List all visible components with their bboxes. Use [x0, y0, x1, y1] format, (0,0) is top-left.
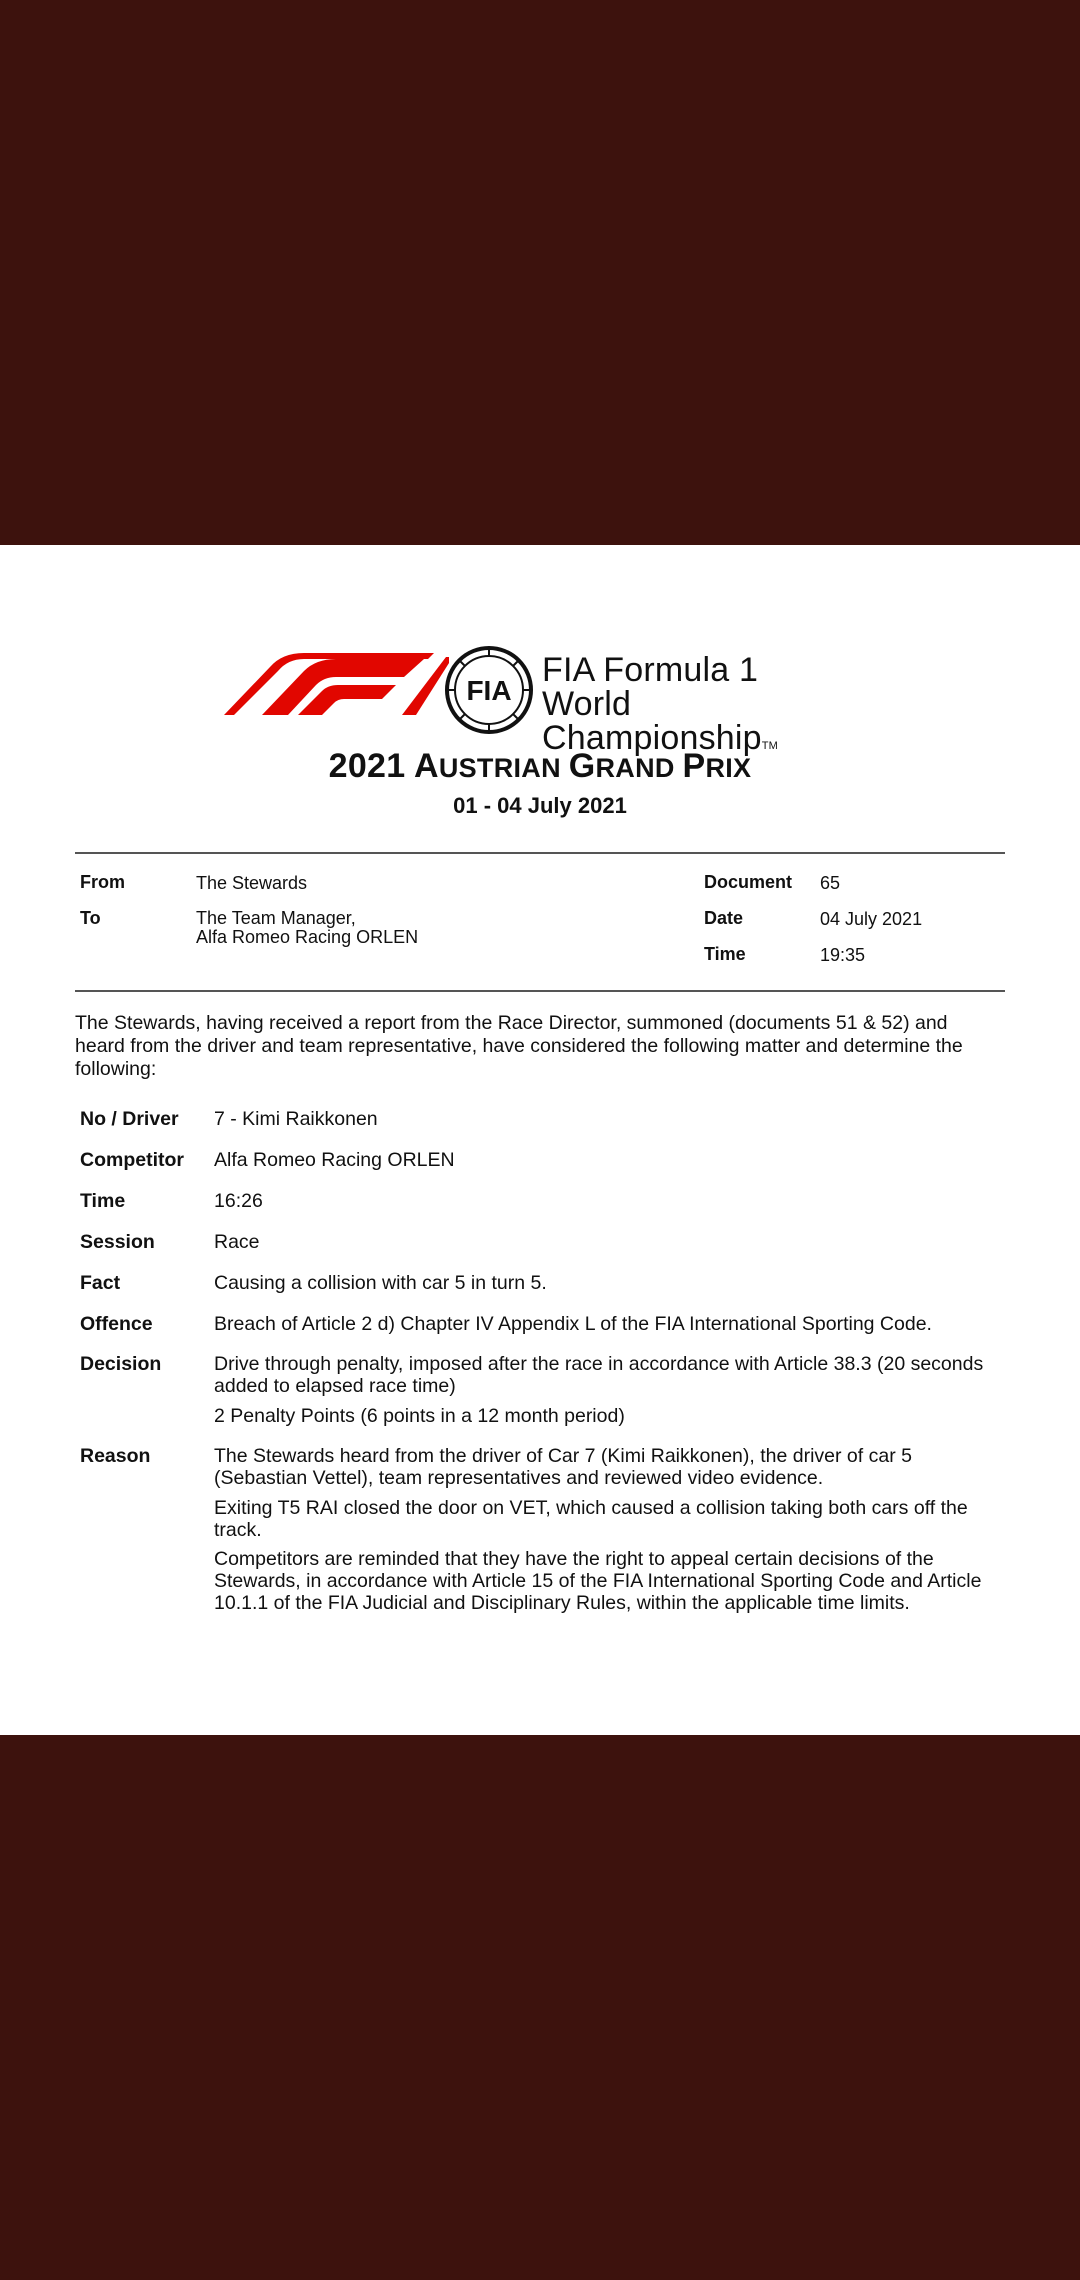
- fact-value: Causing a collision with car 5 in turn 5.: [214, 1272, 547, 1294]
- incident-time-value: 16:26: [214, 1190, 263, 1212]
- event-name-part: G: [568, 747, 596, 785]
- decision-label: Decision: [80, 1353, 162, 1375]
- intro-paragraph: The Stewards, having received a report from the Race Director, summoned (documents 51 & 52) and heard from the driver and team representative, have considered the following matter and determine the following:: [75, 1012, 963, 1080]
- time-label: Time: [704, 944, 746, 964]
- reason-value-3: Competitors are reminded that they have the right to appeal certain decisions of the Stewards, in accordance with Article 15 of the FIA International Sporting Code and Article 10.1.1 of the FIA Judicial and Disciplinary Rules, within the applicable time limits.: [214, 1548, 982, 1614]
- decision-value-1: Drive through penalty, imposed after the race in accordance with Article 38.3 (20 seconds added to elapsed race time): [214, 1353, 984, 1397]
- reason-label: Reason: [80, 1445, 151, 1467]
- incident-time-label: Time: [80, 1190, 126, 1212]
- document-label: Document: [704, 872, 793, 892]
- decision-value-2: 2 Penalty Points (6 points in a 12 month period): [214, 1405, 625, 1427]
- event-title: [0, 747, 1080, 786]
- trademark: TM: [761, 740, 779, 752]
- divider-bottom: [75, 990, 1005, 992]
- to-value-line-1: The Team Manager,: [196, 908, 356, 928]
- offence-value: Breach of Article 2 d) Chapter IV Appendix L of the FIA International Sporting Code.: [214, 1313, 932, 1335]
- to-label: To: [80, 908, 101, 928]
- reason-value-2: Exiting T5 RAI closed the door on VET, which caused a collision taking both cars off the track.: [214, 1497, 968, 1541]
- reason-value-1: The Stewards heard from the driver of Car 7 (Kimi Raikkonen), the driver of car 5 (Sebastian Vettel), team representatives and reviewed video evidence.: [214, 1445, 912, 1489]
- document-value: 65: [820, 873, 841, 893]
- competitor-value: Alfa Romeo Racing ORLEN: [214, 1149, 455, 1171]
- session-value: Race: [214, 1231, 260, 1253]
- driver-value: 7 - Kimi Raikkonen: [214, 1108, 378, 1130]
- time-value: 19:35: [820, 945, 866, 965]
- from-label: From: [80, 872, 125, 892]
- date-value: 04 July 2021: [820, 909, 923, 929]
- f1-logo-icon: [224, 653, 449, 715]
- event-dates: 01 - 04 July 2021: [453, 793, 627, 818]
- competitor-label: Competitor: [80, 1149, 184, 1171]
- event-name-part: USTRIAN: [438, 753, 569, 783]
- to-value-line-2: Alfa Romeo Racing ORLEN: [196, 927, 419, 947]
- offence-label: Offence: [80, 1313, 153, 1335]
- event-name-part: RIX: [705, 753, 752, 783]
- championship-line-1: FIA Formula 1: [542, 651, 759, 689]
- header-logos: [224, 645, 864, 755]
- date-label: Date: [704, 908, 744, 928]
- event-name-part: RAND: [595, 753, 683, 783]
- from-value: The Stewards: [196, 873, 308, 893]
- event-name-part: P: [682, 747, 706, 785]
- event-year: 2021: [328, 747, 406, 785]
- driver-label: No / Driver: [80, 1108, 179, 1130]
- fia-badge-text: FIA: [466, 675, 512, 706]
- session-label: Session: [80, 1231, 155, 1253]
- event-name-part: A: [413, 747, 439, 785]
- fact-label: Fact: [80, 1272, 121, 1294]
- divider-top: [75, 852, 1005, 854]
- fia-badge-icon: [444, 645, 534, 735]
- steward-decision-document: [0, 545, 1080, 1735]
- championship-line-2-text: World Championship: [542, 685, 762, 757]
